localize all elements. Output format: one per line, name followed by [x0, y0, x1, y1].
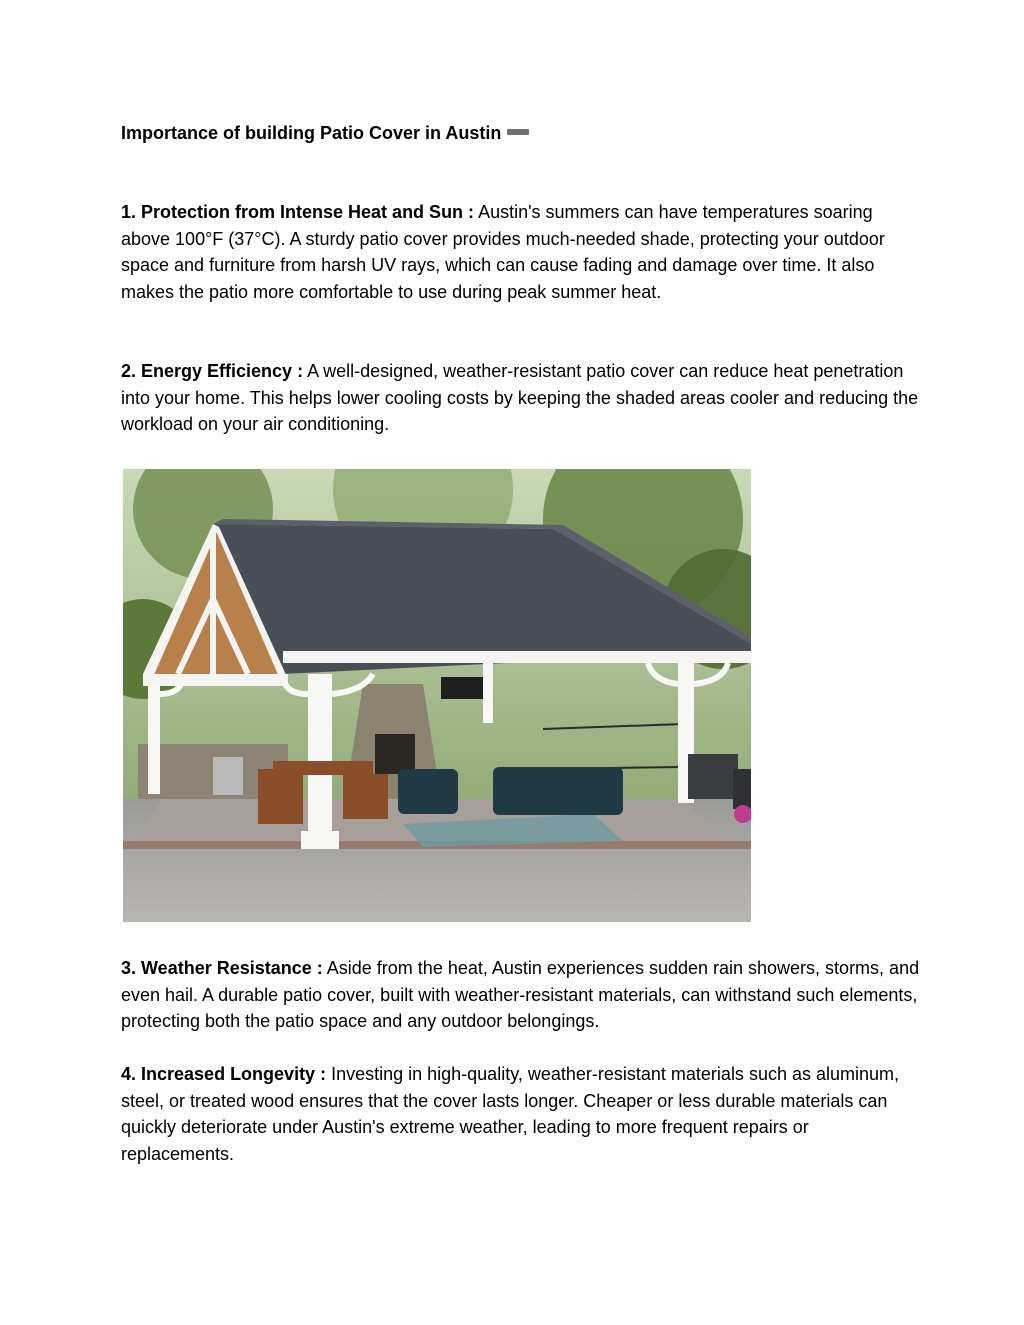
- section-weather-resistance: [121, 955, 921, 1035]
- page-title: [121, 121, 529, 145]
- section-body: A well-designed, weather-resistant patio cover can reduce heat penetration into your home. This helps lower cooling costs by keeping the shaded areas cooler and reducing the workload on your air conditioning.: [121, 361, 919, 435]
- section-energy-efficiency: [121, 358, 921, 438]
- section-body: Aside from the heat, Austin experiences sudden rain showers, storms, and even hail. A durable patio cover, built with weather-resistant materials, can withstand such elements, protecting both the patio space and any outdoor belongings.: [121, 958, 920, 1032]
- section-lead: 2. Energy Efficiency :: [121, 361, 304, 381]
- section-protection: [121, 199, 921, 305]
- section-increased-longevity: [121, 1061, 921, 1167]
- page-title-text: Importance of building Patio Cover in Austin: [121, 123, 502, 143]
- section-lead: 3. Weather Resistance :: [121, 958, 323, 978]
- dash-icon: [507, 129, 529, 135]
- section-lead: 4. Increased Longevity :: [121, 1064, 327, 1084]
- section-body: Austin's summers can have temperatures soaring above 100°F (37°C). A sturdy patio cover provides much-needed shade, protecting your outdoor space and furniture from harsh UV rays, which can cause fading and damage over time. It also makes the patio more comfortable to use during peak summer heat.: [121, 202, 885, 302]
- patio-cover-photo: [123, 469, 751, 922]
- section-body: Investing in high-quality, weather-resistant materials such as aluminum, steel, or treated wood ensures that the cover lasts longer. Cheaper or less durable materials can quickly deteriorate under Austin's extreme weather, leading to more frequent repairs or replacements.: [121, 1064, 900, 1164]
- section-lead: 1. Protection from Intense Heat and Sun :: [121, 202, 475, 222]
